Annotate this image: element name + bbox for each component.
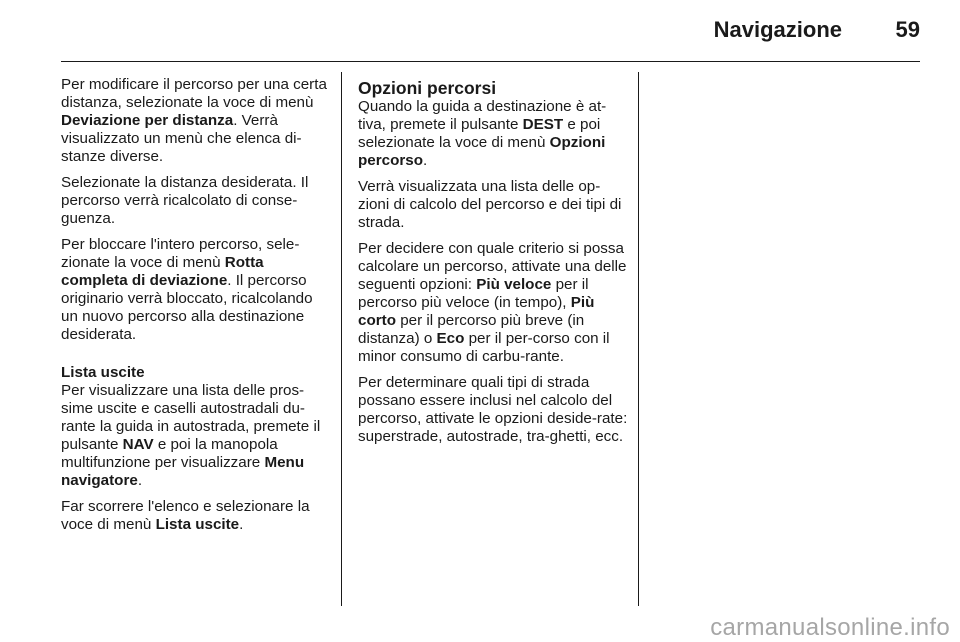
paragraph: Quando la guida a destinazione è at-tiva, premete il pulsante DEST e poi selezionate la voce di menù Opzioni percorso. bbox=[358, 98, 607, 169]
paragraph: Per determinare quali tipi di strada possano essere inclusi nel calcolo del percorso, attivate le opzioni deside-rate: superstrade, autostrade, tra-ghetti, ecc. bbox=[358, 374, 628, 445]
watermark: carmanualsonline.info bbox=[710, 614, 950, 641]
paragraph: Per bloccare l'intero percorso, sele-zionate la voce di menù Rotta completa di deviazione. Il percorso originario verrà bloccato, ricalcolando un nuovo percorso alla destinazione desiderata. bbox=[61, 236, 313, 343]
option-term: Più veloce bbox=[476, 276, 552, 293]
paragraph: Per decidere con quale criterio si possa calcolare un percorso, attivate una delle seguenti opzioni: Più veloce per il percorso più veloce (in tempo), Più corto per il percorso più breve (in distanza) o Eco per il per-corso con il minor consumo di carbu-rante. bbox=[358, 240, 627, 365]
option-term: Eco bbox=[436, 330, 465, 347]
menu-term: Opzioni percorso bbox=[358, 134, 606, 169]
header-title: Navigazione bbox=[713, 17, 842, 42]
column-divider-right bbox=[638, 72, 639, 606]
page-number: 59 bbox=[895, 17, 920, 42]
option-term: Più corto bbox=[358, 294, 595, 329]
header-divider bbox=[61, 61, 920, 62]
paragraph: Per visualizzare una lista delle pros-sime uscite e caselli autostradali du-rante la guida in autostrada, premete il pulsante NAV e poi la manopola multifunzione per visualizzare Menu navigatore. bbox=[61, 382, 321, 489]
menu-term: Menu navigatore bbox=[61, 454, 305, 489]
section-heading: Lista uscite bbox=[61, 364, 145, 381]
paragraph: Per modificare il percorso per una certa distanza, selezionate la voce di menù Deviazione per distanza. Verrà visualizzato un menù che elenca di-stanze diverse. bbox=[61, 76, 327, 165]
button-term: DEST bbox=[522, 116, 564, 133]
menu-term: Lista uscite bbox=[155, 516, 240, 533]
column-middle bbox=[358, 78, 628, 454]
button-term: NAV bbox=[122, 436, 154, 453]
paragraph: Selezionate la distanza desiderata. Il percorso verrà ricalcolato di conse-guenza. bbox=[61, 174, 309, 227]
menu-term: Deviazione per distanza bbox=[61, 112, 234, 129]
paragraph: Far scorrere l'elenco e selezionare la voce di menù Lista uscite. bbox=[61, 498, 310, 533]
section-heading: Opzioni percorsi bbox=[358, 78, 497, 98]
column-divider-left bbox=[341, 72, 342, 606]
paragraph: Verrà visualizzata una lista delle op-zioni di calcolo del percorso e dei tipi di strada. bbox=[358, 178, 622, 231]
column-left bbox=[61, 76, 331, 542]
menu-term: Rotta completa di deviazione bbox=[61, 254, 264, 289]
